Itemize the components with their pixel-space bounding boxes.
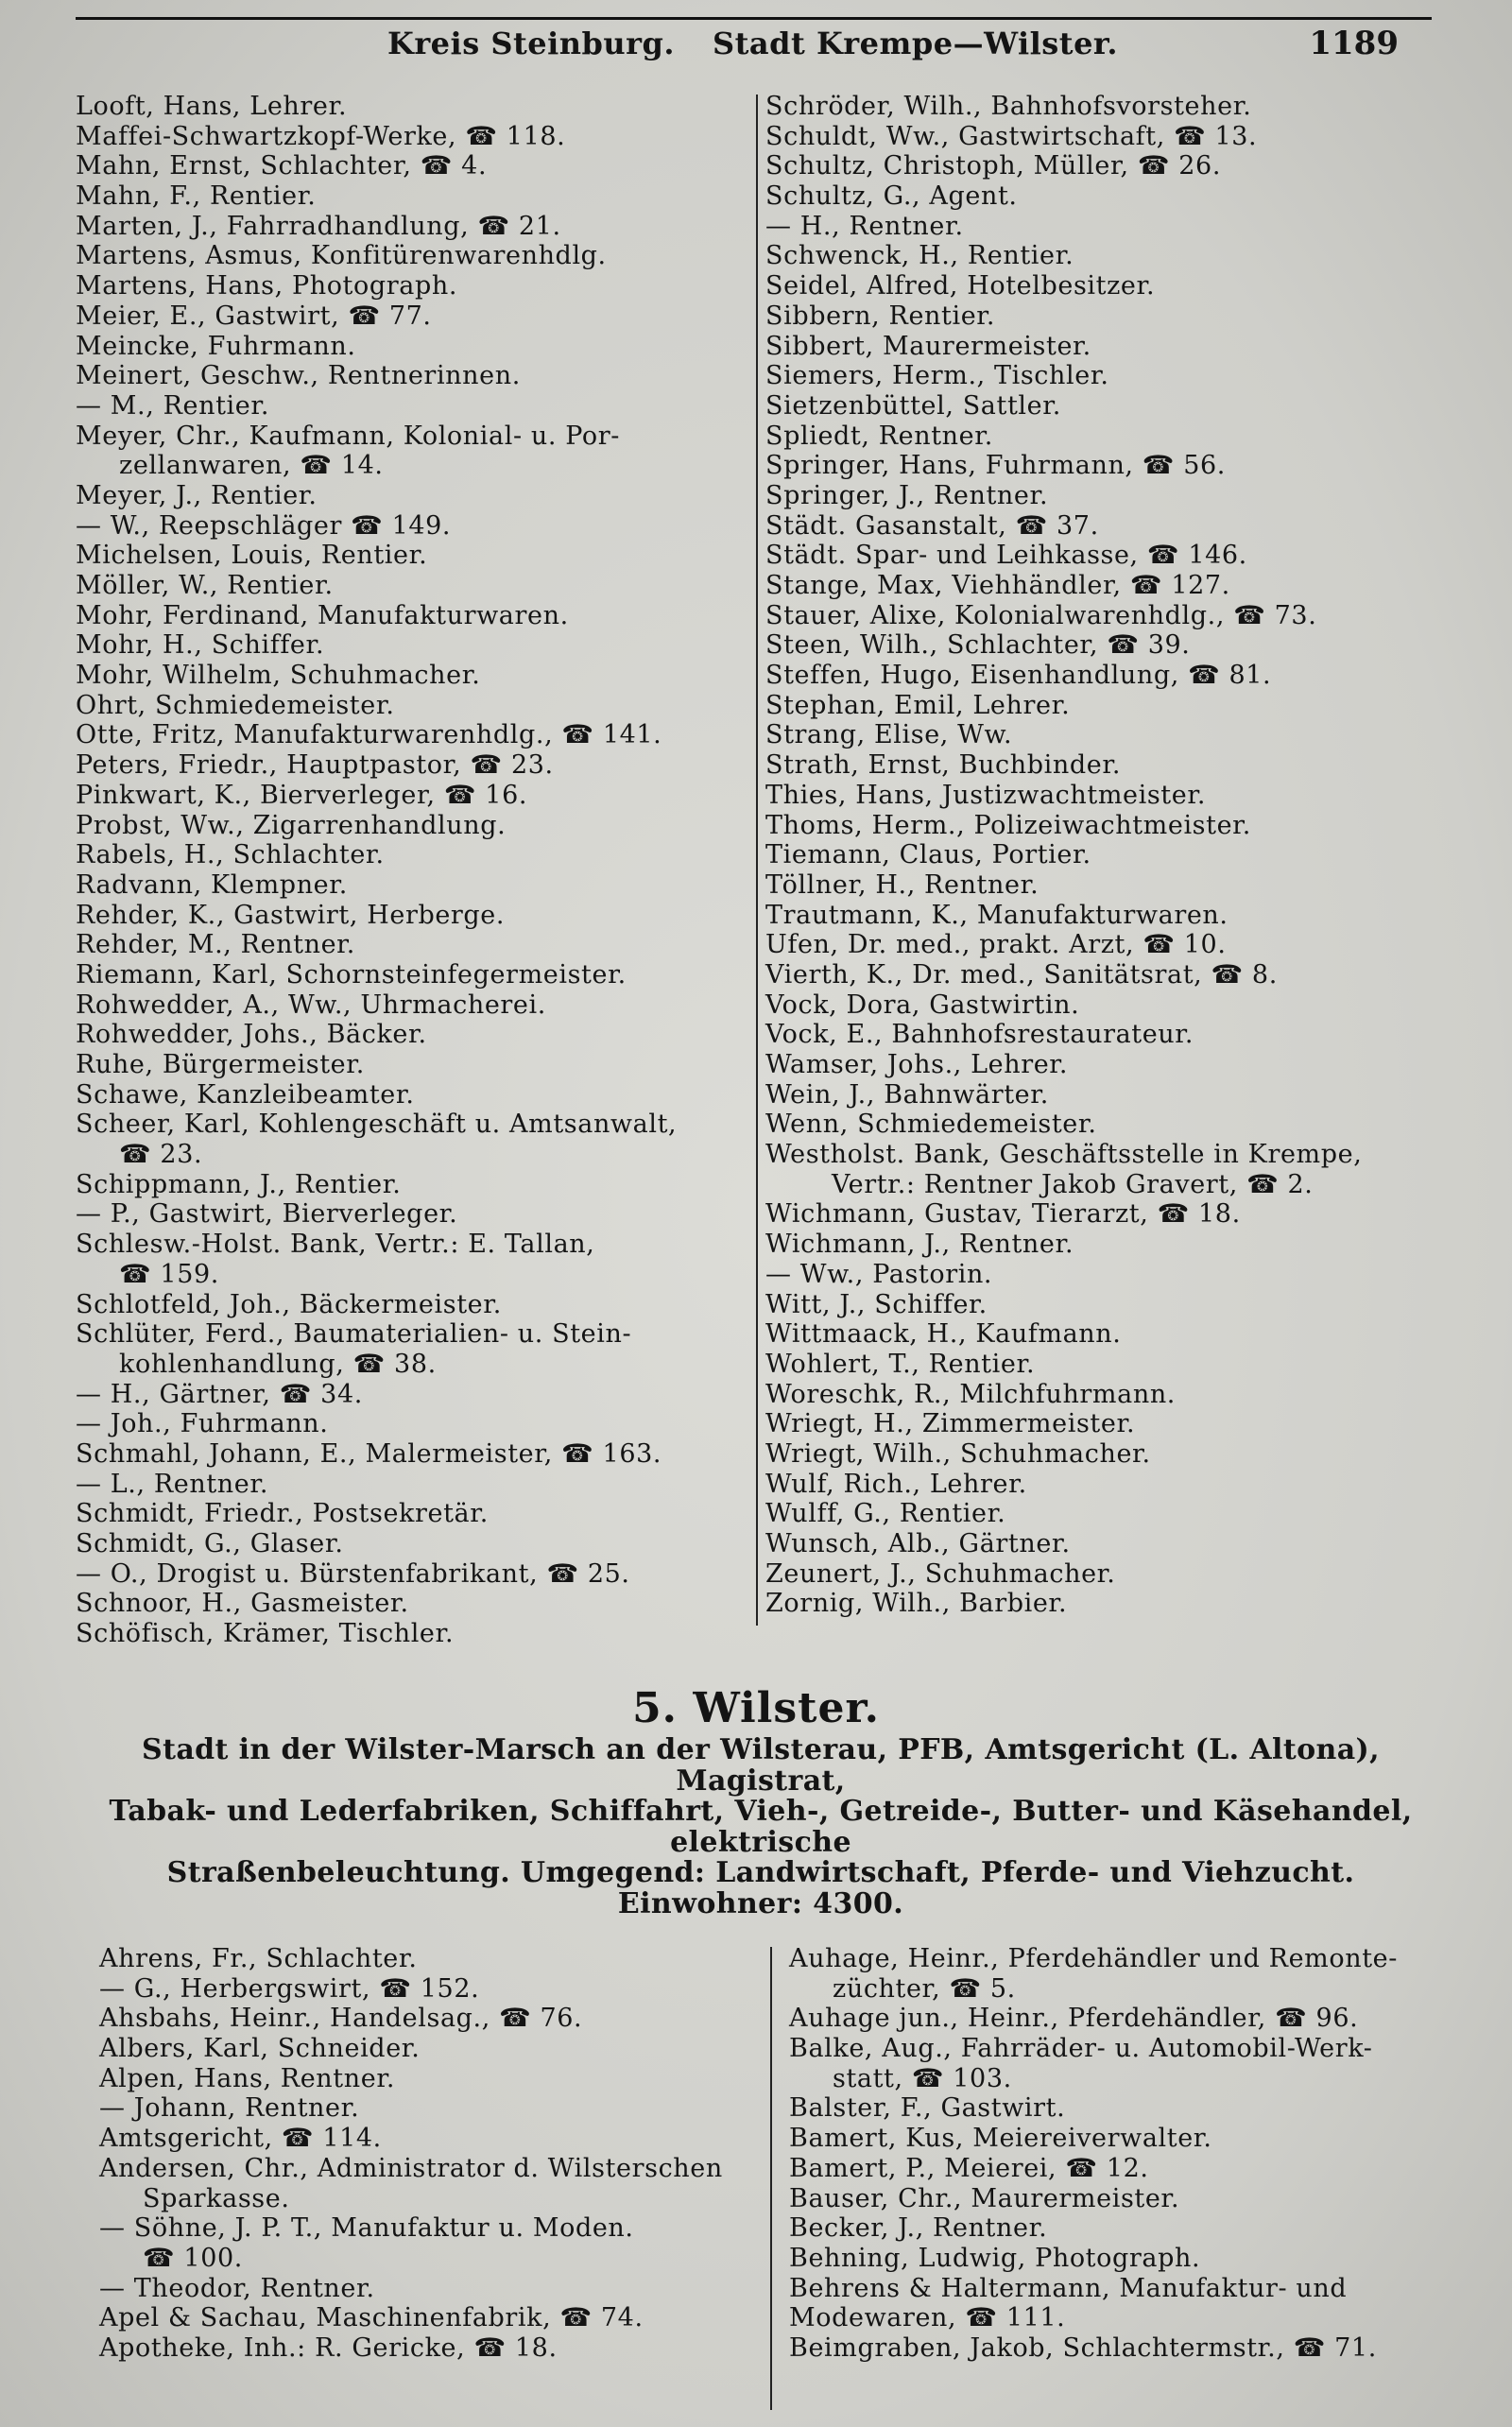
town-description — [94, 1735, 1427, 1919]
directory-entry: Schawe, Kanzleibeamter. — [76, 1079, 415, 1110]
directory-entry: Wriegt, H., Zimmermeister. — [765, 1409, 1136, 1439]
directory-entry: — Joh., Fuhrmann. — [76, 1409, 329, 1439]
directory-entry: Möller, W., Rentier. — [76, 571, 334, 600]
directory-entry: Wichmann, J., Rentner. — [765, 1230, 1074, 1260]
directory-entry: Meincke, Fuhrmann. — [76, 331, 356, 361]
directory-entry: Otte, Fritz, Manufakturwarenhdlg., ☎ 141. — [76, 720, 662, 750]
directory-entry: Amtsgericht, ☎ 114. — [99, 2124, 382, 2154]
directory-entry: Albers, Karl, Schneider. — [99, 2034, 421, 2064]
directory-entry: Springer, Hans, Fuhrmann, ☎ 56. — [765, 451, 1226, 481]
directory-entry: Vierth, K., Dr. med., Sanitätsrat, ☎ 8. — [765, 959, 1278, 990]
directory-entry: Martens, Hans, Photograph. — [76, 271, 458, 301]
directory-entry: Strath, Ernst, Buchbinder. — [765, 750, 1122, 781]
directory-entry: Wunsch, Alb., Gärtner. — [765, 1529, 1071, 1558]
directory-entry: Steffen, Hugo, Eisenhandlung, ☎ 81. — [765, 661, 1272, 691]
directory-entry: Mohr, Wilhelm, Schuhmacher. — [76, 661, 481, 691]
directory-entry: Witt, J., Schiffer. — [765, 1289, 988, 1319]
directory-entry: Andersen, Chr., Administrator d. Wilsterschen — [99, 2153, 723, 2183]
directory-entry: Ahsbahs, Heinr., Handelsag., ☎ 76. — [99, 2004, 583, 2034]
column-divider — [770, 1947, 772, 2410]
directory-entry: Thies, Hans, Justizwachtmeister. — [765, 780, 1207, 810]
directory-entry: Westholst. Bank, Geschäftsstelle in Krempe, — [765, 1140, 1363, 1170]
directory-entry: — Theodor, Rentner. — [99, 2273, 375, 2303]
directory-entry: Sietzenbüttel, Sattler. — [765, 390, 1061, 421]
directory-entry: Wittmaack, H., Kaufmann. — [765, 1319, 1122, 1350]
directory-entry: Balster, F., Gastwirt. — [789, 2093, 1066, 2124]
directory-entry: Springer, J., Rentner. — [765, 480, 1049, 510]
directory-entry: Schröder, Wilh., Bahnhofsvorsteher. — [765, 92, 1252, 121]
directory-entry: Bauser, Chr., Maurermeister. — [789, 2183, 1180, 2213]
entry-continuation: ☎ 100. — [143, 2243, 243, 2273]
directory-entry: Seidel, Alfred, Hotelbesitzer. — [765, 271, 1156, 301]
directory-entry: Töllner, H., Rentner. — [765, 869, 1040, 900]
entry-continuation: kohlenhandlung, ☎ 38. — [119, 1349, 437, 1379]
town-description-line: Stadt in der Wilster-Marsch an der Wilsterau, PFB, Amtsgericht (L. Altona), Magistrat, — [142, 1733, 1380, 1798]
entry-continuation: statt, ☎ 103. — [833, 2063, 1012, 2093]
directory-entry: Strang, Elise, Ww. — [765, 720, 1013, 750]
directory-entry: — M., Rentier. — [76, 390, 270, 421]
entry-continuation: Vertr.: Rentner Jakob Gravert, ☎ 2. — [832, 1169, 1314, 1199]
directory-entry: Probst, Ww., Zigarrenhandlung. — [76, 810, 507, 840]
directory-entry: Wohlert, T., Rentier. — [765, 1349, 1036, 1379]
directory-entry: Beimgraben, Jakob, Schlachtermstr., ☎ 71. — [789, 2332, 1377, 2363]
directory-entry: Rohwedder, Johs., Bäcker. — [76, 1020, 427, 1050]
entry-continuation: züchter, ☎ 5. — [833, 1973, 1016, 2004]
directory-entry: Wulff, G., Rentier. — [765, 1499, 1006, 1529]
directory-entry: Schmidt, Friedr., Postsekretär. — [76, 1499, 489, 1529]
directory-entry: Thoms, Herm., Polizeiwachtmeister. — [765, 810, 1251, 840]
directory-entry: Apotheke, Inh.: R. Gericke, ☎ 18. — [99, 2332, 558, 2363]
section-title: 5. Wilster. — [632, 1684, 880, 1732]
directory-entry: Woreschk, R., Milchfuhrmann. — [765, 1379, 1176, 1409]
directory-entry: Behning, Ludwig, Photograph. — [789, 2243, 1201, 2273]
directory-entry: Wein, J., Bahnwärter. — [765, 1079, 1049, 1110]
directory-entry: Schmidt, G., Glaser. — [76, 1529, 344, 1558]
directory-entry: — L., Rentner. — [76, 1469, 269, 1499]
top-rule — [76, 17, 1432, 20]
directory-entry: Maffei-Schwartzkopf-Werke, ☎ 118. — [76, 121, 566, 151]
directory-entry: Behrens & Haltermann, Manufaktur- und — [789, 2273, 1348, 2303]
directory-entry: Schultz, Christoph, Müller, ☎ 26. — [765, 151, 1222, 181]
directory-entry: Peters, Friedr., Hauptpastor, ☎ 23. — [76, 750, 554, 781]
wilster-column-left — [99, 1944, 756, 2364]
town-description-line: Tabak- und Lederfabriken, Schiffahrt, Vieh-, Getreide-, Butter- und Käsehandel, elektrische — [109, 1795, 1413, 1859]
directory-entry: Mohr, Ferdinand, Manufakturwaren. — [76, 600, 569, 630]
page-number: 1189 — [1309, 25, 1399, 62]
directory-entry: Trautmann, K., Manufakturwaren. — [765, 900, 1228, 930]
directory-entry: — Ww., Pastorin. — [765, 1259, 993, 1289]
entry-continuation: Sparkasse. — [143, 2183, 290, 2213]
directory-entry: Vock, Dora, Gastwirtin. — [765, 990, 1080, 1020]
town-population: Einwohner: 4300. — [617, 1886, 904, 1920]
directory-entry: Radvann, Klempner. — [76, 869, 348, 900]
directory-entry: Rehder, K., Gastwirt, Herberge. — [76, 900, 506, 930]
header-towns: Stadt Krempe—Wilster. — [713, 26, 1118, 61]
directory-entry: Meier, E., Gastwirt, ☎ 77. — [76, 301, 432, 331]
directory-entry: Ahrens, Fr., Schlachter. — [99, 1944, 418, 1973]
directory-entry: Wichmann, Gustav, Tierarzt, ☎ 18. — [765, 1199, 1241, 1230]
directory-entry: Mahn, F., Rentier. — [76, 181, 317, 212]
directory-entry: Apel & Sachau, Maschinenfabrik, ☎ 74. — [99, 2303, 644, 2333]
directory-entry: Schippmann, J., Rentier. — [76, 1169, 402, 1199]
directory-entry: Stange, Max, Viehhändler, ☎ 127. — [765, 571, 1230, 600]
directory-entry: Wenn, Schmiedemeister. — [765, 1110, 1097, 1140]
directory-entry: Mohr, H., Schiffer. — [76, 630, 325, 661]
page-header — [387, 23, 1399, 64]
directory-entry: Schlüter, Ferd., Baumaterialien- u. Stein- — [76, 1319, 632, 1350]
directory-entry: Marten, J., Fahrradhandlung, ☎ 21. — [76, 211, 561, 241]
entry-continuation: ☎ 159. — [119, 1259, 219, 1289]
directory-entry: Martens, Asmus, Konfitürenwarenhdlg. — [76, 241, 607, 271]
wilster-column-right — [789, 1944, 1432, 2364]
directory-entry: Ruhe, Bürgermeister. — [76, 1050, 365, 1079]
directory-entry: — H., Rentner. — [765, 211, 964, 241]
directory-entry: Sibbert, Maurermeister. — [765, 331, 1091, 361]
directory-entry: — H., Gärtner, ☎ 34. — [76, 1379, 363, 1409]
directory-entry: Rehder, M., Rentner. — [76, 930, 355, 960]
directory-entry: Rohwedder, A., Ww., Uhrmacherei. — [76, 990, 546, 1020]
directory-entry: — P., Gastwirt, Bierverleger. — [76, 1199, 458, 1230]
directory-entry: Ufen, Dr. med., prakt. Arzt, ☎ 10. — [765, 930, 1227, 960]
entry-continuation: zellanwaren, ☎ 14. — [119, 451, 384, 481]
directory-entry: Schnoor, H., Gasmeister. — [76, 1589, 409, 1619]
directory-entry: Schlotfeld, Joh., Bäckermeister. — [76, 1289, 502, 1319]
directory-entry: Wulf, Rich., Lehrer. — [765, 1469, 1027, 1499]
directory-entry: Balke, Aug., Fahrräder- u. Automobil-Werk- — [789, 2034, 1373, 2064]
directory-entry: — Söhne, J. P. T., Manufaktur u. Moden. — [99, 2213, 634, 2244]
directory-entry: Steen, Wilh., Schlachter, ☎ 39. — [765, 630, 1191, 661]
directory-entry: Siemers, Herm., Tischler. — [765, 361, 1109, 391]
directory-entry: Looft, Hans, Lehrer. — [76, 92, 348, 121]
directory-entry: Tiemann, Claus, Portier. — [765, 840, 1091, 870]
directory-entry: Stephan, Emil, Lehrer. — [765, 690, 1071, 720]
directory-entry: Meyer, Chr., Kaufmann, Kolonial- u. Por- — [76, 421, 620, 451]
directory-entry: Schultz, G., Agent. — [765, 181, 1018, 212]
directory-entry: Alpen, Hans, Rentner. — [99, 2063, 396, 2093]
directory-entry: Stauer, Alixe, Kolonialwarenhdlg., ☎ 73. — [765, 600, 1317, 630]
krempe-column-right — [765, 92, 1427, 1619]
directory-entry: Vock, E., Bahnhofsrestaurateur. — [765, 1020, 1194, 1050]
directory-entry: Spliedt, Rentner. — [765, 421, 993, 451]
directory-entry: Scheer, Karl, Kohlengeschäft u. Amtsanwalt, — [76, 1110, 678, 1140]
directory-entry: Auhage, Heinr., Pferdehändler und Remonte- — [789, 1944, 1398, 1973]
directory-entry: Modewaren, ☎ 111. — [789, 2303, 1066, 2333]
directory-entry: Schöfisch, Krämer, Tischler. — [76, 1619, 455, 1649]
directory-entry: Schmahl, Johann, E., Malermeister, ☎ 163. — [76, 1438, 662, 1469]
directory-entry: Wriegt, Wilh., Schuhmacher. — [765, 1438, 1151, 1469]
krempe-column-left — [76, 92, 737, 1649]
directory-entry: Zeunert, J., Schuhmacher. — [765, 1558, 1116, 1589]
directory-entry: Becker, J., Rentner. — [789, 2213, 1048, 2244]
directory-entry: Meinert, Geschw., Rentnerinnen. — [76, 361, 521, 391]
directory-entry: Sibbern, Rentier. — [765, 301, 996, 331]
directory-entry: Schwenck, H., Rentier. — [765, 241, 1074, 271]
directory-entry: Mahn, Ernst, Schlachter, ☎ 4. — [76, 151, 488, 181]
directory-entry: Städt. Gasanstalt, ☎ 37. — [765, 510, 1099, 541]
directory-entry: Wamser, Johs., Lehrer. — [765, 1050, 1069, 1079]
directory-entry: — Johann, Rentner. — [99, 2093, 360, 2124]
directory-entry: Schuldt, Ww., Gastwirtschaft, ☎ 13. — [765, 121, 1258, 151]
directory-entry: — O., Drogist u. Bürstenfabrikant, ☎ 25. — [76, 1558, 630, 1589]
entry-continuation: ☎ 23. — [119, 1140, 203, 1170]
directory-entry: — G., Herbergswirt, ☎ 152. — [99, 1973, 480, 2004]
directory-entry: Rabels, H., Schlachter. — [76, 840, 385, 870]
directory-entry: Bamert, Kus, Meiereiverwalter. — [789, 2124, 1212, 2154]
town-description-line: Straßenbeleuchtung. Umgegend: Landwirtschaft, Pferde- und Viehzucht. — [166, 1856, 1355, 1889]
directory-entry: Pinkwart, K., Bierverleger, ☎ 16. — [76, 780, 528, 810]
directory-entry: Meyer, J., Rentier. — [76, 480, 318, 510]
directory-entry: Städt. Spar- und Leihkasse, ☎ 146. — [765, 541, 1247, 571]
directory-entry: Riemann, Karl, Schornsteinfegermeister. — [76, 959, 627, 990]
column-divider — [756, 95, 758, 1626]
header-district: Kreis Steinburg. — [387, 26, 676, 61]
directory-entry: Schlesw.-Holst. Bank, Vertr.: E. Tallan, — [76, 1230, 595, 1260]
directory-entry: Zornig, Wilh., Barbier. — [765, 1589, 1068, 1619]
directory-entry: Auhage jun., Heinr., Pferdehändler, ☎ 96. — [789, 2004, 1359, 2034]
directory-entry: Bamert, P., Meierei, ☎ 12. — [789, 2153, 1149, 2183]
directory-entry: Michelsen, Louis, Rentier. — [76, 541, 428, 571]
directory-entry: — W., Reepschläger ☎ 149. — [76, 510, 452, 541]
directory-entry: Ohrt, Schmiedemeister. — [76, 690, 395, 720]
